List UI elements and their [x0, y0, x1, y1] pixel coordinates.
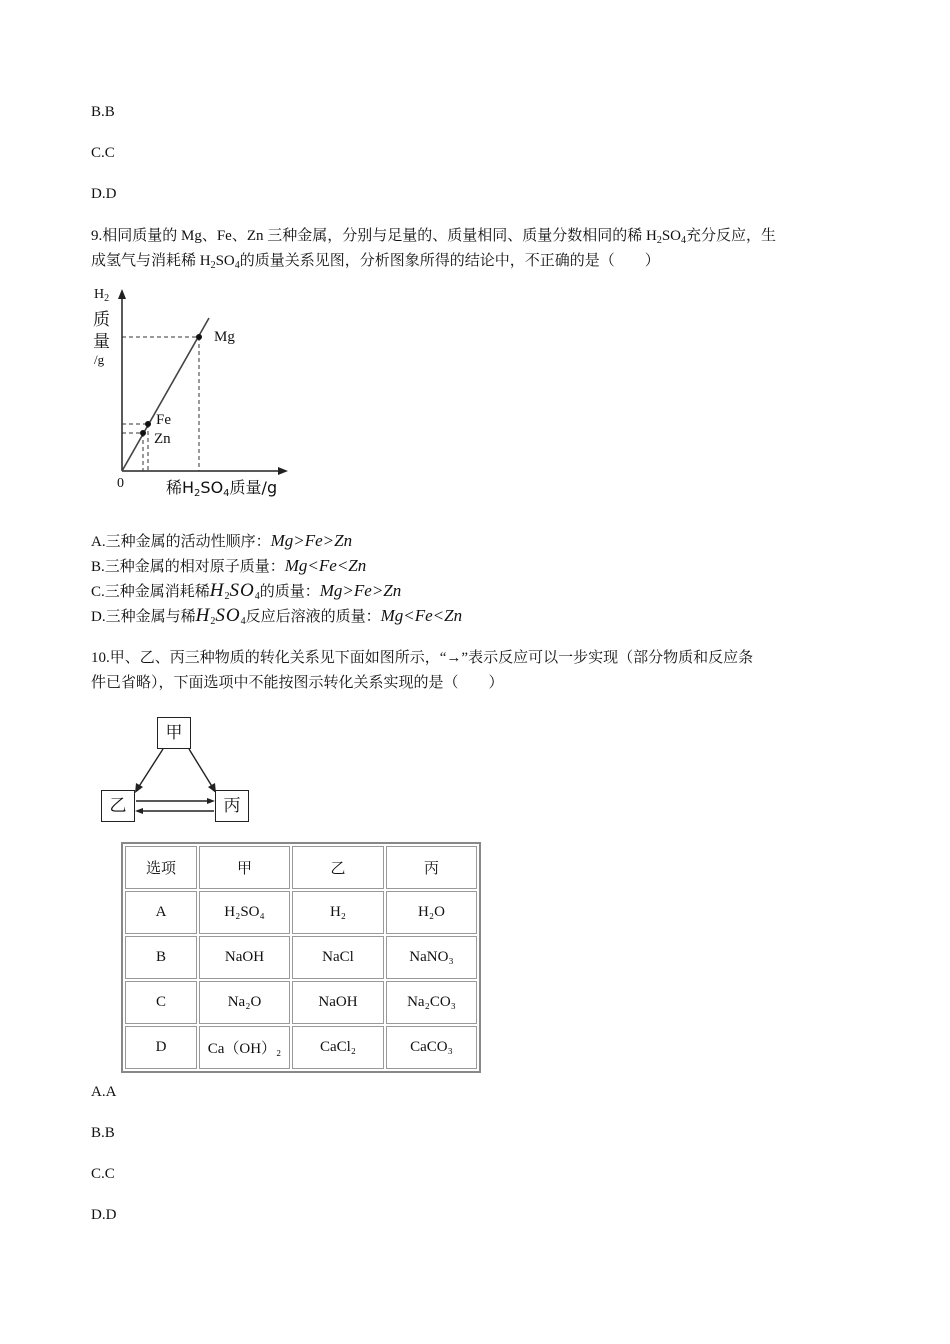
table-cell: Ca（OH）₂ [199, 1026, 290, 1069]
table-cell: D [125, 1026, 197, 1069]
graph-xlabel: 稀$H_2SO_4$质量/g [166, 478, 278, 499]
arrow-yi-to-bing-head [207, 798, 215, 804]
table-cell: CaCO₃ [386, 1026, 477, 1069]
q8-option-c[interactable]: C.C [91, 145, 115, 161]
q9-option-a[interactable]: A.三种金属的活动性顺序：Mg>Fe>Zn [91, 531, 353, 550]
q9-stem-line2: 成氢气与消耗稀 $H_2SO_4$的质量关系见图，分析图象所得的结论中，不正确的是（ ） [91, 253, 660, 271]
q9-graph [88, 285, 298, 500]
table-header-cell: 丙 [386, 846, 477, 889]
q10-option-b[interactable]: B.B [91, 1125, 115, 1141]
q9-graph-svg [88, 285, 298, 500]
graph-ylabel-unit: /g [94, 352, 105, 367]
table-cell: Na₂CO₃ [386, 981, 477, 1024]
table-cell: H₂ [292, 891, 384, 934]
table-row [125, 936, 477, 979]
q10-option-c[interactable]: C.C [91, 1166, 115, 1182]
q10-stem-line2: 件已省略），下面选项中不能按图示转化关系实现的是（ ） [91, 675, 504, 691]
arrow-jia-to-yi [138, 749, 163, 788]
q10-stem-line1: 10.甲、乙、丙三种物质的转化关系见下面如图所示，“→”表示反应可以一步实现（部分物质和反应条 [91, 650, 754, 666]
arrow-bing-to-yi-head [135, 808, 143, 814]
box-bing: 丙 [215, 790, 249, 822]
table-header-cell: 乙 [292, 846, 384, 889]
q10-option-d[interactable]: D.D [91, 1207, 117, 1223]
graph-origin: 0 [117, 476, 124, 491]
table-cell: NaNO₃ [386, 936, 477, 979]
table-cell: B [125, 936, 197, 979]
arrow-jia-to-yi-head [135, 783, 143, 793]
box-yi: 乙 [101, 790, 135, 822]
table-row [125, 981, 477, 1024]
table-header-cell: 选项 [125, 846, 197, 889]
table-cell: H₂O [386, 891, 477, 934]
fe-point [145, 421, 151, 427]
table-cell: NaOH [199, 936, 290, 979]
q8-option-b[interactable]: B.B [91, 104, 115, 120]
mg-point [196, 334, 202, 340]
graph-ylabel-h2: $H_2$ [94, 287, 110, 304]
arrow-jia-to-bing [189, 749, 213, 788]
graph-label-zn: Zn [154, 431, 171, 447]
q9-option-c[interactable]: C.三种金属消耗稀$H_2SO_4$的质量：Mg>Fe>Zn [91, 580, 402, 602]
graph-label-fe: Fe [156, 412, 171, 428]
table-cell: Na₂O [199, 981, 290, 1024]
q9-stem-line1: 9.相同质量的 Mg、Fe、Zn 三种金属，分别与足量的、质量相同、质量分数相同的稀 $H_2SO_4$充分反应，生 [91, 228, 777, 246]
graph-ylabel-zhi: 质 [93, 310, 110, 330]
table-cell: CaCl₂ [292, 1026, 384, 1069]
y-axis-arrow [118, 289, 126, 299]
table-header-cell: 甲 [199, 846, 290, 889]
q10-option-a[interactable]: A.A [91, 1084, 117, 1100]
table-cell: C [125, 981, 197, 1024]
h2-line [122, 318, 209, 471]
q9-option-b[interactable]: B.三种金属的相对原子质量：Mg<Fe<Zn [91, 556, 367, 575]
q9-stem [91, 224, 866, 274]
table-cell: NaCl [292, 936, 384, 979]
graph-label-mg: Mg [214, 329, 235, 345]
q10-table [121, 842, 481, 1073]
table-cell: A [125, 891, 197, 934]
q9-option-d[interactable]: D.三种金属与稀$H_2SO_4$反应后溶液的质量：Mg<Fe<Zn [91, 605, 463, 627]
table-header-row [125, 846, 477, 889]
table-cell: NaOH [292, 981, 384, 1024]
table-cell: H₂SO₄ [199, 891, 290, 934]
box-jia: 甲 [157, 717, 191, 749]
zn-point [140, 430, 146, 436]
x-axis-arrow [278, 467, 288, 475]
table-row [125, 891, 477, 934]
q10-stem [91, 646, 866, 696]
table-row [125, 1026, 477, 1069]
graph-ylabel-liang: 量 [93, 332, 110, 352]
q10-diagram [100, 714, 252, 826]
q8-option-d[interactable]: D.D [91, 186, 117, 202]
